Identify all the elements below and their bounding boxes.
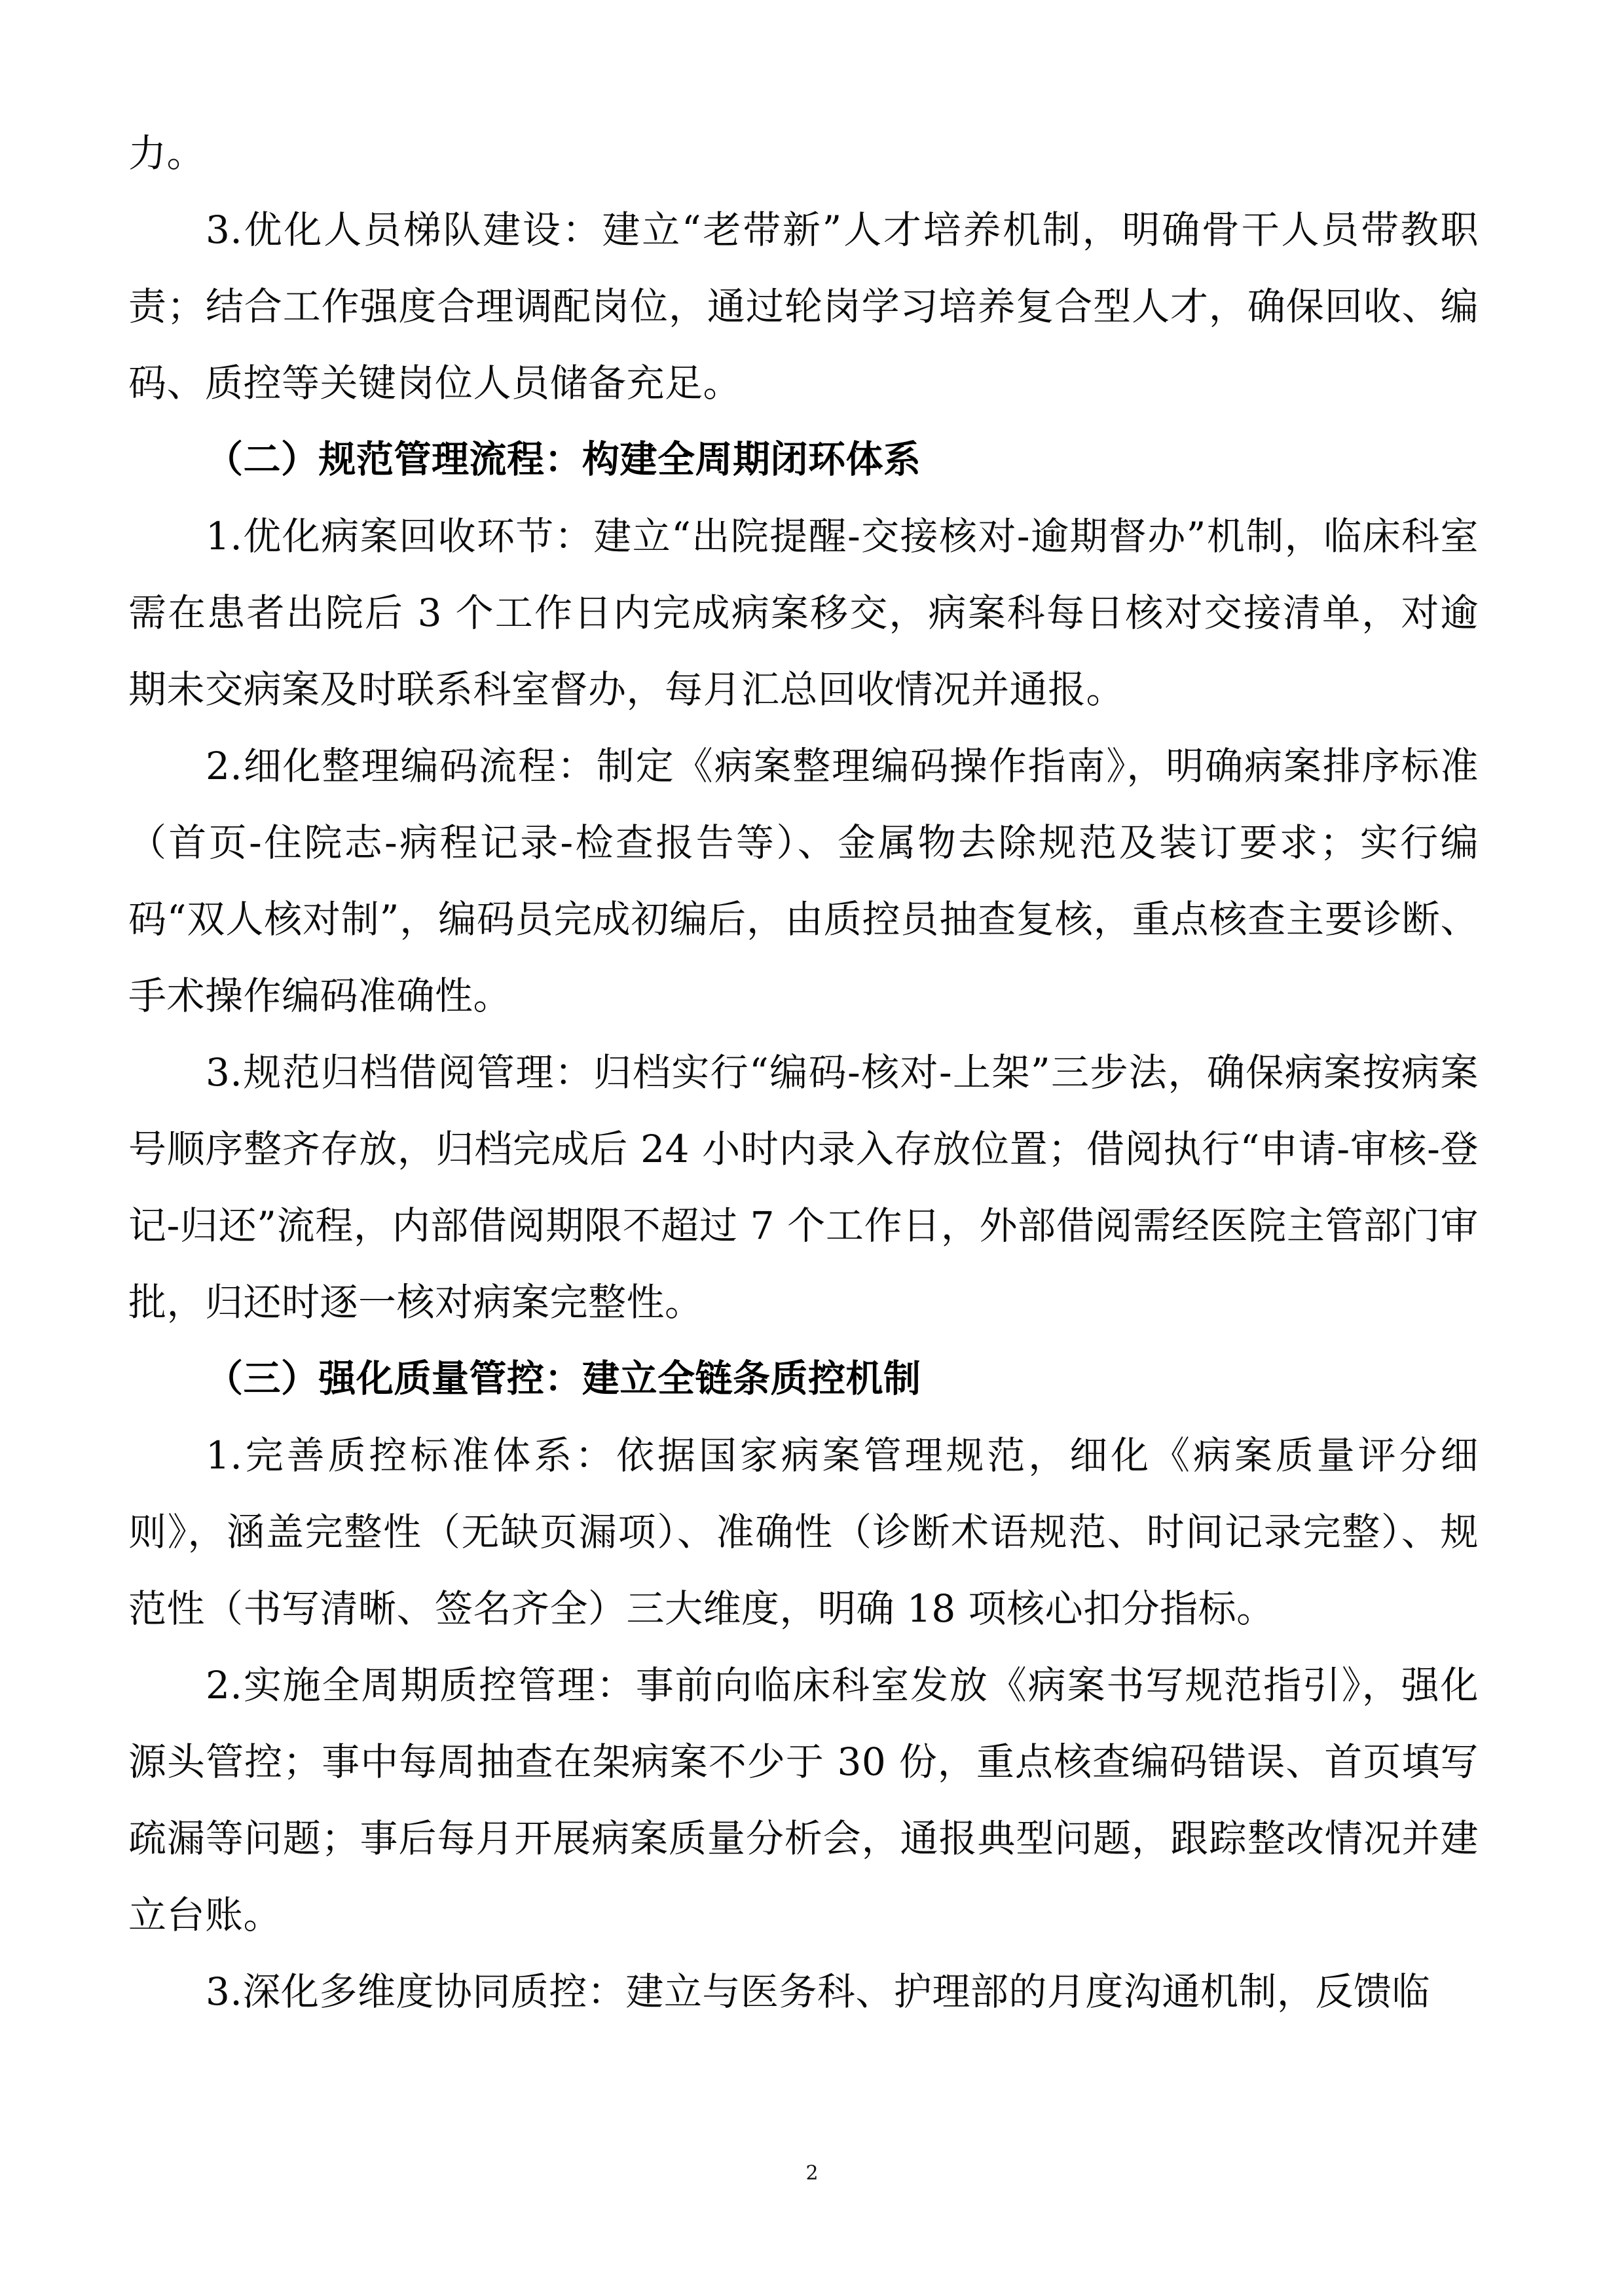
paragraph-item-1-quality-standards: 1.完善质控标准体系：依据国家病案管理规范，细化《病案质量评分细则》，涵盖完整性（无缺页漏项）、准确性（诊断术语规范、时间记录完整）、规范性（书写清晰、签名齐全）三大维度，明确 18 项核心扣分指标。 — [128, 1433, 1479, 1631]
paragraph-item-3-staff-echelon: 3.优化人员梯队建设：建立“老带新”人才培养机制，明确骨干人员带教职责；结合工作强度合理调配岗位，通过轮岗学习培养复合型人才，确保回收、编码、质控等关键岗位人员储备充足。 — [128, 208, 1479, 405]
paragraph-item-3-archiving-borrowing: 3.规范归档借阅管理：归档实行“编码-核对-上架”三步法，确保病案按病案号顺序整齐存放，归档完成后 24 小时内录入存放位置；借阅执行“申请-审核-登记-归还”流程，内部借阅期限不超过 7 个工作日，外部借阅需经医院主管部门审批，归还时逐一核对病案完整性。 — [128, 1050, 1479, 1324]
document-body — [128, 115, 1479, 2030]
heading-section-two: （二）规范管理流程：构建全周期闭环体系 — [206, 438, 921, 481]
paragraph-continuation-li: 力。 — [128, 131, 206, 175]
paragraph-item-3-multidimensional-control: 3.深化多维度协同质控：建立与医务科、护理部的月度沟通机制，反馈临 — [206, 1969, 1430, 2014]
page-number: 2 — [805, 2162, 819, 2185]
paragraph-item-1-recovery-link: 1.优化病案回收环节：建立“出院提醒-交接核对-逾期督办”机制，临床科室需在患者出院后 3 个工作日内完成病案移交，病案科每日核对交接清单，对逾期未交病案及时联系科室督办，每月汇总回收情况并通报。 — [128, 514, 1479, 712]
heading-section-three: （三）强化质量管控：建立全链条质控机制 — [206, 1357, 921, 1400]
paragraph-item-2-coding-process: 2.细化整理编码流程：制定《病案整理编码操作指南》，明确病案排序标准（首页-住院志-病程记录-检查报告等）、金属物去除规范及装订要求；实行编码“双人核对制”，编码员完成初编后，由质控员抽查复核，重点核查主要诊断、手术操作编码准确性。 — [128, 744, 1479, 1018]
paragraph-item-2-full-cycle-control: 2.实施全周期质控管理：事前向临床科室发放《病案书写规范指引》，强化源头管控；事中每周抽查在架病案不少于 30 份，重点核查编码错误、首页填写疏漏等问题；事后每月开展病案质量分析会，通报典型问题，跟踪整改情况并建立台账。 — [128, 1663, 1479, 1937]
